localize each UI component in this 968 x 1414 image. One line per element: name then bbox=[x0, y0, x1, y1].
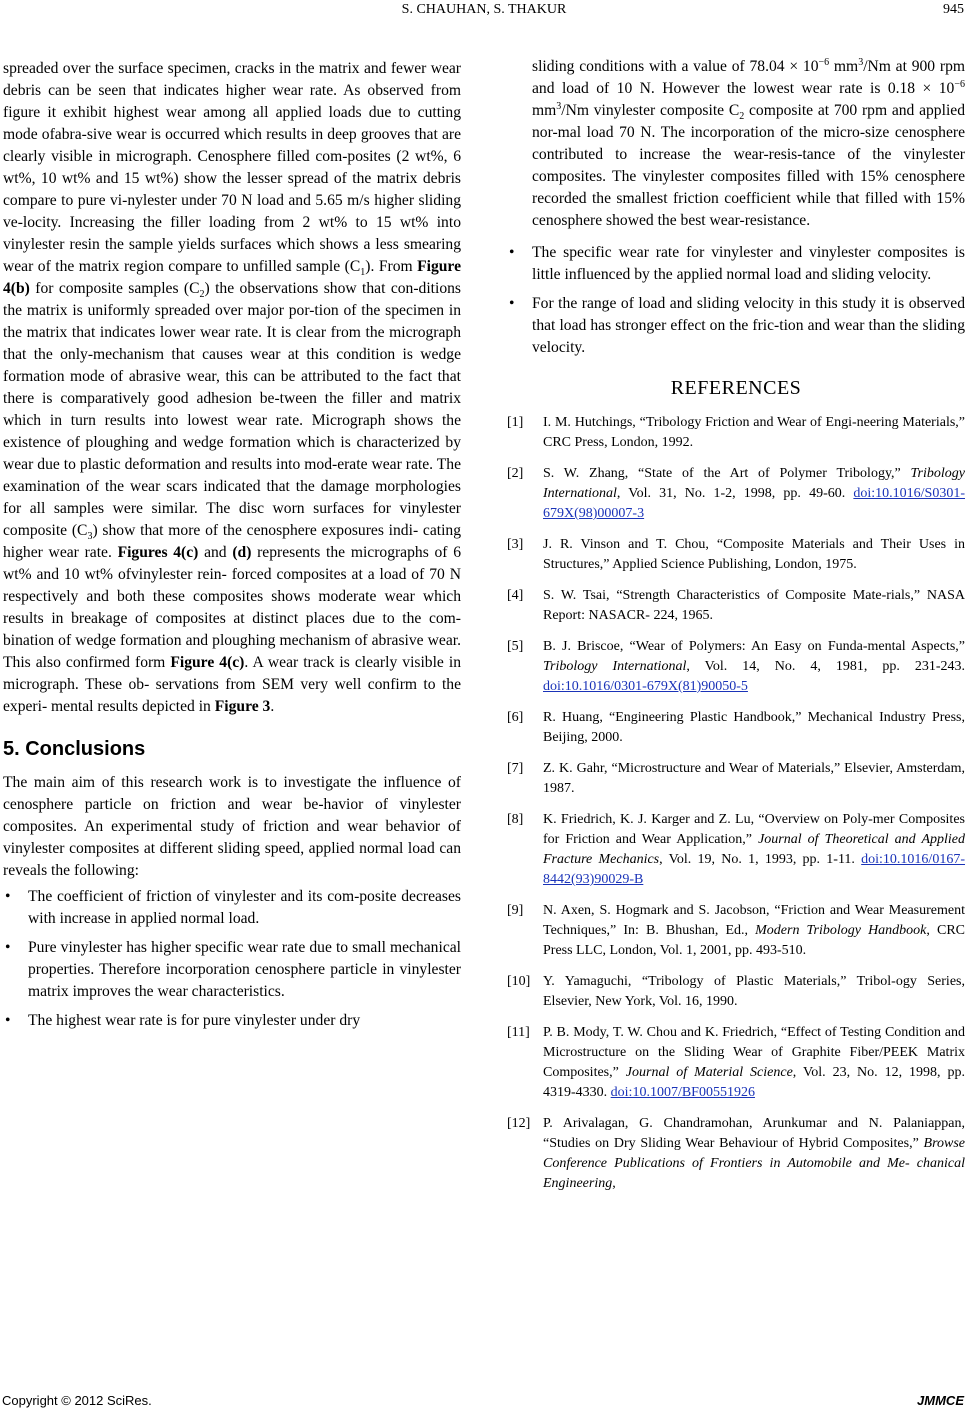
conclusions-intro: The main aim of this research work is to investigate the influence of cenosphere particle on friction and wear be-havior of vinylester composites. An experimental study of friction and wear behavior of vinylester composites at different sliding speed, applied normal load can reveals the following: bbox=[3, 774, 461, 879]
journal-abbreviation: JMMCE bbox=[917, 1393, 964, 1408]
reference-body bbox=[543, 1116, 965, 1191]
figure-reference: (d) bbox=[232, 544, 252, 561]
reference-text: , Vol. 31, No. 1-2, 1998, pp. 49-60. bbox=[616, 486, 854, 501]
bullet-text: For the range of load and sliding velocity in this study it is observed that load has stronger effect on the fric-tion and wear than the sliding velocity. bbox=[532, 295, 965, 356]
reference-body bbox=[543, 588, 965, 623]
reference-text: , Vol. 14, No. 4, 1981, pp. 231-243. bbox=[686, 659, 966, 674]
text-run: . A wear track is clearly visible in micrograph. These ob- servations from SEM very well confirm to the experi- mental results depicted in bbox=[3, 654, 462, 715]
page-number: 945 bbox=[943, 2, 964, 17]
bullet-icon: • bbox=[5, 888, 11, 905]
body-paragraph bbox=[3, 58, 461, 718]
reference-text: S. W. Tsai, “Strength Characteristics of Composite Mate-rials,” NASA Report: NASACR- 224, 1965. bbox=[543, 588, 965, 623]
text-run: . bbox=[270, 698, 275, 715]
reference-text: S. W. Zhang, “State of the Art of Polymer Tribology,” bbox=[543, 466, 911, 481]
reference-source-title: Tribology International bbox=[543, 466, 965, 501]
reference-text: , bbox=[612, 1176, 616, 1191]
reference-text: R. Huang, “Engineering Plastic Handbook,” Mechanical Industry Press, Beijing, 2000. bbox=[543, 710, 965, 745]
reference-list bbox=[507, 413, 965, 1194]
reference-body bbox=[543, 903, 965, 958]
bullet-icon: • bbox=[5, 939, 11, 956]
reference-body bbox=[543, 415, 965, 450]
superscript: −6 bbox=[954, 78, 965, 90]
reference-body bbox=[543, 466, 965, 521]
reference-item bbox=[507, 1114, 965, 1194]
bullet-item bbox=[507, 293, 965, 359]
reference-text: , CRC Press LLC, London, Vol. 1, 2001, pp. 493-510. bbox=[543, 923, 966, 958]
bullet-text: The highest wear rate is for pure vinylester under dry bbox=[28, 1012, 361, 1029]
reference-text: J. R. Vinson and T. Chou, “Composite Materials and Their Uses in Structures,” Applied Science Publishing, London, 1975. bbox=[543, 537, 965, 572]
reference-number: [7] bbox=[507, 761, 524, 776]
reference-text: , Vol. 23, No. 12, 1998, pp. 4319-4330. bbox=[543, 1065, 965, 1100]
bullet-item bbox=[507, 242, 965, 286]
text-run: sliding conditions with a value of 78.04 × 10 bbox=[532, 58, 819, 75]
reference-number: [1] bbox=[507, 415, 524, 430]
reference-source-title: Journal of Material Science bbox=[625, 1065, 793, 1080]
text-run: mm bbox=[829, 58, 859, 75]
reference-item bbox=[507, 972, 965, 1012]
reference-text: N. Axen, S. Hogmark and S. Jacobson, “Friction and Wear Measurement Techniques,” In: B. Bhushan, Ed., bbox=[543, 903, 965, 938]
conclusions-bullet-list-continued bbox=[507, 242, 965, 359]
reference-source-title: Tribology International bbox=[543, 659, 687, 674]
running-head-authors: S. CHAUHAN, S. THAKUR bbox=[401, 2, 567, 17]
text-run: and bbox=[198, 544, 233, 561]
reference-number: [8] bbox=[507, 812, 524, 827]
bullet-icon: • bbox=[509, 244, 515, 261]
reference-item bbox=[507, 759, 965, 799]
copyright-notice: Copyright © 2012 SciRes. bbox=[2, 1393, 152, 1408]
reference-item bbox=[507, 464, 965, 524]
reference-number: [3] bbox=[507, 537, 524, 552]
reference-number: [10] bbox=[507, 974, 531, 989]
reference-body bbox=[543, 974, 965, 1009]
subscript: 2 bbox=[739, 111, 745, 123]
reference-text: I. M. Hutchings, “Tribology Friction and Wear of Engi-neering Materials,” CRC Press, London, 1992. bbox=[543, 415, 965, 450]
reference-body bbox=[543, 710, 965, 745]
doi-link[interactable]: doi:10.1016/0167-8442(93)90029-B bbox=[543, 852, 965, 887]
text-run: ) the observations show that con-ditions the matrix is uniformly spreaded over major por-tion of the specimen in the matrix that indicates lower wear rate. It is clear from the micrograph that the only-mechanism that causes wear at this condition is wedge formation mode of abrasive wear, this can be attributed to the fact that there is comparatively good adhesion be-tween the filler and matrix which in turn results into lowest wear rate. Micrograph shows the existence of ploughing and wedge formation which is characterized by wear due to plastic deformation and results into mod-erate wear rate. The examination of the wear scars indicated that the damage morphologies for all samples were similar. The disc worn surfaces for vinylester composite (C bbox=[3, 280, 461, 539]
figure-reference: Figure 3 bbox=[214, 698, 271, 715]
reference-number: [12] bbox=[507, 1116, 531, 1131]
text-run: /Nm vinylester composite C bbox=[561, 102, 740, 119]
reference-item bbox=[507, 810, 965, 890]
reference-body bbox=[543, 1025, 965, 1100]
bullet-item bbox=[3, 1010, 461, 1032]
reference-number: [9] bbox=[507, 903, 524, 918]
text-run: represents the micrographs of 6 wt% and 10 wt% ofvinylester rein- forced composites at a load of 70 N respectively and both these composites shows moderate wear which results in breakage of composites at distinct places due to the com- bination of wedge formation and ploughing mechanism of abrasive wear. This also confirmed form bbox=[3, 544, 461, 671]
reference-number: [11] bbox=[507, 1025, 530, 1040]
text-run: spreaded over the surface specimen, cracks in the matrix and fewer wear debris can be seen that indicates higher wear rate. As observed from figure it exhibit highest wear among all applied loads due to cutting mode ofabra-sive wear is occurred which results in deep grooves that are clearly visible in micrograph. Cenosphere filled com-posites (2 wt%, 6 wt%, 10 wt% and 15 wt%) show the lesser spread of the matrix debris compare to pure vi-nylester under 70 N load and 5.65 m/s higher sliding ve-locity. Increasing the filler loading from 2 wt% to 15 wt% into vinylester resin the sample yields surfaces which shows a less smearing wear of the matrix region compare to unfilled sample (C bbox=[3, 60, 461, 275]
bullet-continuation bbox=[507, 56, 965, 232]
reference-item bbox=[507, 586, 965, 626]
figure-reference: Figure 4(c) bbox=[170, 654, 245, 671]
doi-link[interactable]: doi:10.1016/S0301-679X(98)00007-3 bbox=[543, 486, 965, 521]
reference-item bbox=[507, 901, 965, 961]
reference-text: Z. K. Gahr, “Microstructure and Wear of Materials,” Elsevier, Amsterdam, 1987. bbox=[543, 761, 965, 796]
running-head bbox=[0, 2, 968, 22]
reference-body bbox=[543, 761, 965, 796]
bullet-item bbox=[3, 886, 461, 930]
reference-item bbox=[507, 413, 965, 453]
figure-reference: Figures 4(c) bbox=[117, 544, 199, 561]
right-column bbox=[507, 56, 965, 1205]
reference-number: [5] bbox=[507, 639, 524, 654]
reference-text: , Vol. 19, No. 1, 1993, pp. 1-11. bbox=[659, 852, 862, 867]
reference-body bbox=[543, 537, 965, 572]
text-run: for composite samples (C bbox=[29, 280, 200, 297]
text-run: composite at 700 rpm and applied nor-mal load 70 N. The incorporation of the micro-size cenosphere contributed to increase the wear-resis-tance of the vinylester composites. The vinylester composites filled with 15% cenosphere recorded the smallest friction coefficient while that filled with 15% cenosphere showed the best wear-resistance. bbox=[532, 102, 965, 229]
bullet-text: The specific wear rate for vinylester and vinylester composites is little influenced by the applied normal load and sliding velocity. bbox=[532, 244, 965, 283]
text-run: mm bbox=[532, 102, 557, 119]
doi-link[interactable]: doi:10.1016/0301-679X(81)90050-5 bbox=[543, 679, 748, 694]
superscript: 3 bbox=[556, 100, 562, 112]
reference-body bbox=[543, 812, 965, 887]
reference-number: [4] bbox=[507, 588, 524, 603]
subscript: 1 bbox=[360, 267, 366, 279]
bullet-text: The coefficient of friction of vinylester and its com-posite decreases with increase in applied normal load. bbox=[28, 888, 461, 927]
subscript: 2 bbox=[199, 289, 205, 301]
reference-text: Y. Yamaguchi, “Tribology of Plastic Materials,” Tribol-ogy Series, Elsevier, New York, Vol. 16, 1990. bbox=[543, 974, 965, 1009]
text-run: ). From bbox=[365, 258, 418, 275]
figure-reference: Figure 4(b) bbox=[3, 258, 461, 297]
reference-text: B. J. Briscoe, “Wear of Polymers: An Easy on Funda-mental Aspects,” bbox=[543, 639, 965, 654]
reference-item bbox=[507, 535, 965, 575]
bullet-text: Pure vinylester has higher specific wear rate due to small mechanical properties. Therefore incorporation cenosphere particle in vinylester matrix improves the wear characteristics. bbox=[28, 939, 461, 1000]
reference-item bbox=[507, 708, 965, 748]
reference-body bbox=[543, 639, 965, 694]
reference-number: [6] bbox=[507, 710, 524, 725]
doi-link[interactable]: doi:10.1007/BF00551926 bbox=[610, 1085, 755, 1100]
conclusions-bullet-list bbox=[3, 886, 461, 1032]
reference-item bbox=[507, 1023, 965, 1103]
bullet-icon: • bbox=[5, 1012, 11, 1029]
text-run: ) show that more of the cenosphere exposures indi- cating higher wear rate. bbox=[3, 522, 461, 561]
left-column bbox=[3, 58, 461, 1039]
reference-source-title: Modern Tribology Handbook bbox=[755, 923, 927, 938]
section-heading-conclusions: 5. Conclusions bbox=[3, 738, 146, 760]
reference-text: P. B. Mody, T. W. Chou and K. Friedrich, “Effect of Testing Condition and Microstructure on the Sliding Wear of Graphite Fiber/PEEK Matrix Composites,” bbox=[543, 1025, 965, 1080]
bullet-icon: • bbox=[509, 295, 515, 312]
reference-source-title: Browse Conference Publications of Frontiers in Automobile and Me- chanical Engineering bbox=[543, 1136, 965, 1191]
reference-item bbox=[507, 637, 965, 697]
reference-text: P. Arivalagan, G. Chandramohan, Arunkumar and N. Palaniappan, “Studies on Dry Sliding Wear Behaviour of Hybrid Composites,” bbox=[543, 1116, 965, 1151]
reference-text: K. Friedrich, K. J. Karger and Z. Lu, “Overview on Poly-mer Composites for Friction and Wear Application,” bbox=[543, 812, 965, 847]
text-run: /Nm at 900 rpm and load of 10 N. However the lowest wear rate is 0.18 × 10 bbox=[532, 58, 965, 97]
bullet-item bbox=[3, 937, 461, 1003]
superscript: 3 bbox=[858, 56, 864, 68]
superscript: −6 bbox=[818, 56, 830, 68]
reference-number: [2] bbox=[507, 466, 524, 481]
references-heading: REFERENCES bbox=[670, 377, 802, 399]
reference-source-title: Journal of Theoretical and Applied Fracture Mechanics bbox=[543, 832, 965, 867]
subscript: 3 bbox=[87, 531, 93, 543]
